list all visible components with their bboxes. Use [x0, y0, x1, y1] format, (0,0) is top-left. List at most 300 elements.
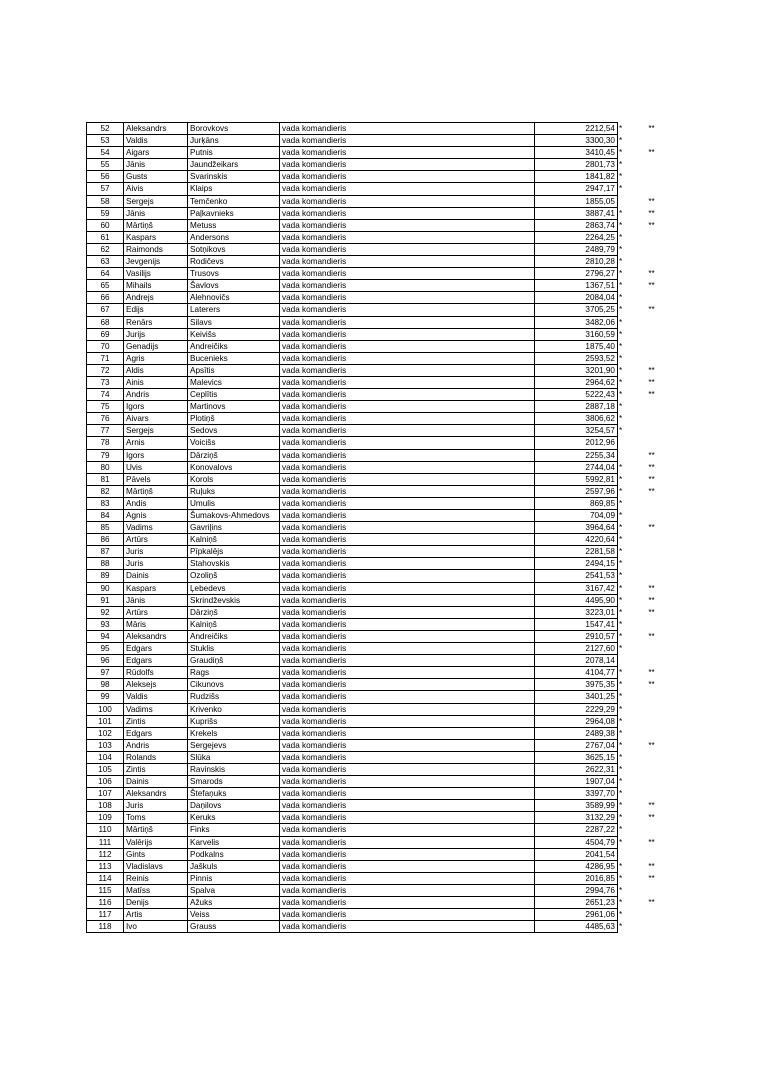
last-name-cell: Malevics	[188, 376, 280, 388]
table-row	[87, 340, 664, 352]
last-name-cell: Ozoliņš	[188, 570, 280, 582]
double-asterisk-mark	[640, 715, 664, 727]
table-row	[87, 497, 664, 509]
row-number-cell: 86	[87, 534, 124, 546]
last-name-cell: Jurķāns	[188, 135, 280, 147]
last-name-cell: Bucenieks	[188, 352, 280, 364]
row-number-cell: 71	[87, 352, 124, 364]
table-row	[87, 389, 664, 401]
single-asterisk-mark	[618, 449, 640, 461]
position-cell: vada komandieris	[280, 376, 535, 388]
last-name-cell: Šumakovs-Ahmedovs	[188, 510, 280, 522]
amount-cell: 2964,62	[535, 376, 618, 388]
table-row	[87, 171, 664, 183]
single-asterisk-mark: *	[619, 619, 623, 629]
first-name-cell: Vladislavs	[124, 860, 188, 872]
last-name-cell: Stuklis	[188, 643, 280, 655]
amount-cell: 3975,35	[535, 679, 618, 691]
single-asterisk-mark: *	[619, 305, 623, 315]
double-asterisk-mark: **	[648, 377, 655, 387]
position-cell: vada komandieris	[280, 437, 535, 449]
first-name-cell: Raimonds	[124, 243, 188, 255]
amount-cell: 3887,41	[535, 207, 618, 219]
last-name-cell: Ruļuks	[188, 485, 280, 497]
position-cell: vada komandieris	[280, 606, 535, 618]
position-cell: vada komandieris	[280, 389, 535, 401]
table-row	[87, 461, 664, 473]
table-row	[87, 606, 664, 618]
single-asterisk-mark: *	[619, 631, 623, 641]
row-number-cell: 116	[87, 897, 124, 909]
first-name-cell: Vasilijs	[124, 268, 188, 280]
first-name-cell: Andrejs	[124, 292, 188, 304]
table-row	[87, 860, 664, 872]
first-name-cell: Igors	[124, 401, 188, 413]
row-number-cell: 103	[87, 739, 124, 751]
first-name-cell: Juris	[124, 546, 188, 558]
amount-cell: 2287,22	[535, 824, 618, 836]
last-name-cell: Karvelis	[188, 836, 280, 848]
double-asterisk-mark: **	[648, 583, 655, 593]
last-name-cell: Graudiņš	[188, 655, 280, 667]
first-name-cell: Aldis	[124, 364, 188, 376]
position-cell: vada komandieris	[280, 171, 535, 183]
row-number-cell: 96	[87, 655, 124, 667]
first-name-cell: Ainis	[124, 376, 188, 388]
position-cell: vada komandieris	[280, 231, 535, 243]
last-name-cell: Trusovs	[188, 268, 280, 280]
position-cell: vada komandieris	[280, 340, 535, 352]
last-name-cell: Laterers	[188, 304, 280, 316]
first-name-cell: Vadims	[124, 522, 188, 534]
position-cell: vada komandieris	[280, 812, 535, 824]
double-asterisk-mark	[640, 763, 664, 775]
row-number-cell: 76	[87, 413, 124, 425]
last-name-cell: Temčenko	[188, 195, 280, 207]
position-cell: vada komandieris	[280, 848, 535, 860]
single-asterisk-mark: *	[619, 523, 623, 533]
double-asterisk-mark	[640, 884, 664, 896]
last-name-cell: Grauss	[188, 921, 280, 933]
single-asterisk-mark: *	[619, 462, 623, 472]
double-asterisk-mark: **	[648, 148, 655, 158]
amount-cell: 1367,51	[535, 280, 618, 292]
first-name-cell: Edgars	[124, 727, 188, 739]
last-name-cell: Plotiņš	[188, 413, 280, 425]
row-number-cell: 80	[87, 461, 124, 473]
single-asterisk-mark: *	[619, 511, 623, 520]
last-name-cell: Konovalovs	[188, 461, 280, 473]
amount-cell: 2489,38	[535, 727, 618, 739]
double-asterisk-mark: **	[648, 801, 655, 811]
last-name-cell: Ļebedevs	[188, 582, 280, 594]
last-name-cell: Veiss	[188, 909, 280, 921]
first-name-cell: Kaspars	[124, 231, 188, 243]
double-asterisk-mark: **	[648, 595, 655, 605]
position-cell: vada komandieris	[280, 268, 535, 280]
position-cell: vada komandieris	[280, 691, 535, 703]
last-name-cell: Martinovs	[188, 401, 280, 413]
position-cell: vada komandieris	[280, 123, 535, 135]
table-row	[87, 231, 664, 243]
double-asterisk-mark	[640, 909, 664, 921]
table-row	[87, 884, 664, 896]
single-asterisk-mark: *	[619, 317, 623, 327]
last-name-cell: Andreičiks	[188, 340, 280, 352]
amount-cell: 4495,90	[535, 594, 618, 606]
amount-cell: 2593,52	[535, 352, 618, 364]
last-name-cell: Korols	[188, 473, 280, 485]
amount-cell: 3300,30	[535, 135, 618, 147]
position-cell: vada komandieris	[280, 243, 535, 255]
double-asterisk-mark: **	[648, 220, 655, 230]
last-name-cell: Ažuks	[188, 897, 280, 909]
amount-cell: 2597,96	[535, 485, 618, 497]
first-name-cell: Artūrs	[124, 534, 188, 546]
row-number-cell: 104	[87, 751, 124, 763]
position-cell: vada komandieris	[280, 921, 535, 933]
double-asterisk-mark	[640, 546, 664, 558]
amount-cell: 3401,25	[535, 691, 618, 703]
single-asterisk-mark: *	[619, 885, 623, 895]
first-name-cell: Aleksejs	[124, 679, 188, 691]
amount-cell: 2810,28	[535, 256, 618, 268]
last-name-cell: Umulis	[188, 497, 280, 509]
position-cell: vada komandieris	[280, 159, 535, 171]
last-name-cell: Slūka	[188, 751, 280, 763]
first-name-cell: Sergejs	[124, 195, 188, 207]
double-asterisk-mark: **	[648, 898, 655, 907]
double-asterisk-mark: **	[648, 450, 655, 460]
amount-cell: 2910,57	[535, 630, 618, 642]
position-cell: vada komandieris	[280, 461, 535, 473]
first-name-cell: Renārs	[124, 316, 188, 328]
last-name-cell: Krekels	[188, 727, 280, 739]
first-name-cell: Sergejs	[124, 425, 188, 437]
roster-table-body	[87, 123, 664, 933]
row-number-cell: 114	[87, 872, 124, 884]
position-cell: vada komandieris	[280, 195, 535, 207]
single-asterisk-mark: *	[619, 244, 623, 254]
single-asterisk-mark: *	[619, 547, 623, 557]
double-asterisk-mark	[640, 618, 664, 630]
first-name-cell: Jurijs	[124, 328, 188, 340]
first-name-cell: Uvis	[124, 461, 188, 473]
last-name-cell: Paļkavnieks	[188, 207, 280, 219]
double-asterisk-mark	[640, 510, 664, 522]
first-name-cell: Mārtiņš	[124, 824, 188, 836]
row-number-cell: 62	[87, 243, 124, 255]
amount-cell: 2229,29	[535, 703, 618, 715]
single-asterisk-mark: *	[619, 257, 623, 267]
single-asterisk-mark: *	[619, 704, 623, 714]
first-name-cell: Valdis	[124, 135, 188, 147]
table-row	[87, 824, 664, 836]
single-asterisk-mark	[618, 437, 640, 449]
first-name-cell: Jānis	[124, 159, 188, 171]
single-asterisk-mark: *	[619, 474, 623, 484]
amount-cell: 2255,34	[535, 449, 618, 461]
row-number-cell: 82	[87, 485, 124, 497]
single-asterisk-mark: *	[619, 353, 623, 363]
position-cell: vada komandieris	[280, 715, 535, 727]
table-row	[87, 364, 664, 376]
last-name-cell: Spalva	[188, 884, 280, 896]
table-row	[87, 848, 664, 860]
amount-cell: 3964,64	[535, 522, 618, 534]
position-cell: vada komandieris	[280, 425, 535, 437]
table-row	[87, 872, 664, 884]
row-number-cell: 57	[87, 183, 124, 195]
double-asterisk-mark	[640, 570, 664, 582]
double-asterisk-mark	[640, 401, 664, 413]
first-name-cell: Igors	[124, 449, 188, 461]
last-name-cell: Putnis	[188, 147, 280, 159]
first-name-cell: Jevgenijs	[124, 256, 188, 268]
row-number-cell: 66	[87, 292, 124, 304]
last-name-cell: Kalniņš	[188, 534, 280, 546]
row-number-cell: 98	[87, 679, 124, 691]
position-cell: vada komandieris	[280, 897, 535, 909]
position-cell: vada komandieris	[280, 534, 535, 546]
amount-cell: 2127,60	[535, 643, 618, 655]
row-number-cell: 78	[87, 437, 124, 449]
table-row	[87, 909, 664, 921]
position-cell: vada komandieris	[280, 800, 535, 812]
amount-cell: 2012,96	[535, 437, 618, 449]
single-asterisk-mark: *	[619, 293, 623, 303]
row-number-cell: 101	[87, 715, 124, 727]
table-row	[87, 268, 664, 280]
double-asterisk-mark	[640, 824, 664, 836]
position-cell: vada komandieris	[280, 788, 535, 800]
double-asterisk-mark: **	[648, 281, 655, 291]
row-number-cell: 117	[87, 909, 124, 921]
first-name-cell: Andris	[124, 739, 188, 751]
table-row	[87, 401, 664, 413]
single-asterisk-mark: *	[619, 789, 623, 799]
first-name-cell: Valdis	[124, 691, 188, 703]
last-name-cell: Alehnovičs	[188, 292, 280, 304]
single-asterisk-mark: *	[619, 184, 623, 194]
first-name-cell: Pāvels	[124, 473, 188, 485]
double-asterisk-mark	[640, 788, 664, 800]
double-asterisk-mark	[640, 243, 664, 255]
position-cell: vada komandieris	[280, 739, 535, 751]
single-asterisk-mark: *	[619, 402, 623, 412]
amount-cell: 2494,15	[535, 558, 618, 570]
double-asterisk-mark	[640, 727, 664, 739]
double-asterisk-mark	[640, 425, 664, 437]
single-asterisk-mark: *	[619, 535, 623, 545]
position-cell: vada komandieris	[280, 630, 535, 642]
position-cell: vada komandieris	[280, 884, 535, 896]
single-asterisk-mark: *	[619, 559, 623, 569]
last-name-cell: Smarods	[188, 776, 280, 788]
single-asterisk-mark: *	[619, 148, 623, 158]
first-name-cell: Denijs	[124, 897, 188, 909]
first-name-cell: Aleksandrs	[124, 630, 188, 642]
last-name-cell: Ceplītis	[188, 389, 280, 401]
last-name-cell: Dārziņš	[188, 606, 280, 618]
single-asterisk-mark: *	[619, 716, 623, 726]
amount-cell: 2281,58	[535, 546, 618, 558]
last-name-cell: Sedovs	[188, 425, 280, 437]
row-number-cell: 84	[87, 510, 124, 522]
position-cell: vada komandieris	[280, 727, 535, 739]
amount-cell: 3482,06	[535, 316, 618, 328]
double-asterisk-mark	[640, 316, 664, 328]
table-row	[87, 219, 664, 231]
amount-cell: 1855,05	[535, 195, 618, 207]
single-asterisk-mark: *	[619, 583, 623, 593]
row-number-cell: 70	[87, 340, 124, 352]
last-name-cell: Sotņikovs	[188, 243, 280, 255]
first-name-cell: Artis	[124, 909, 188, 921]
amount-cell: 2041,54	[535, 848, 618, 860]
last-name-cell: Keivišs	[188, 328, 280, 340]
amount-cell: 2947,17	[535, 183, 618, 195]
row-number-cell: 111	[87, 836, 124, 848]
double-asterisk-mark	[640, 655, 664, 667]
double-asterisk-mark	[640, 643, 664, 655]
amount-cell: 2084,04	[535, 292, 618, 304]
position-cell: vada komandieris	[280, 860, 535, 872]
row-number-cell: 65	[87, 280, 124, 292]
single-asterisk-mark: *	[619, 269, 623, 279]
table-row	[87, 897, 664, 909]
last-name-cell: Krivenko	[188, 703, 280, 715]
last-name-cell: Finks	[188, 824, 280, 836]
position-cell: vada komandieris	[280, 449, 535, 461]
single-asterisk-mark: *	[619, 232, 623, 242]
position-cell: vada komandieris	[280, 643, 535, 655]
table-row	[87, 352, 664, 364]
last-name-cell: Kuprišs	[188, 715, 280, 727]
single-asterisk-mark: *	[619, 595, 623, 605]
double-asterisk-mark	[640, 437, 664, 449]
row-number-cell: 59	[87, 207, 124, 219]
table-row	[87, 534, 664, 546]
table-row	[87, 800, 664, 812]
single-asterisk-mark: *	[619, 910, 623, 920]
first-name-cell: Edgars	[124, 655, 188, 667]
double-asterisk-mark	[640, 921, 664, 933]
amount-cell: 4104,77	[535, 667, 618, 679]
last-name-cell: Kalniņš	[188, 618, 280, 630]
table-row	[87, 292, 664, 304]
double-asterisk-mark: **	[648, 861, 655, 871]
double-asterisk-mark	[640, 231, 664, 243]
position-cell: vada komandieris	[280, 776, 535, 788]
amount-cell: 3625,15	[535, 751, 618, 763]
row-number-cell: 94	[87, 630, 124, 642]
roster-sheet	[86, 122, 664, 933]
position-cell: vada komandieris	[280, 679, 535, 691]
amount-cell: 1875,40	[535, 340, 618, 352]
single-asterisk-mark	[618, 195, 640, 207]
row-number-cell: 79	[87, 449, 124, 461]
position-cell: vada komandieris	[280, 836, 535, 848]
last-name-cell: Sergejevs	[188, 739, 280, 751]
amount-cell: 3410,45	[535, 147, 618, 159]
row-number-cell: 85	[87, 522, 124, 534]
single-asterisk-mark: *	[619, 414, 623, 424]
position-cell: vada komandieris	[280, 316, 535, 328]
first-name-cell: Reinis	[124, 872, 188, 884]
amount-cell: 4220,64	[535, 534, 618, 546]
single-asterisk-mark	[618, 848, 640, 860]
amount-cell: 2863,74	[535, 219, 618, 231]
table-row	[87, 739, 664, 751]
single-asterisk-mark: *	[619, 208, 623, 218]
table-row	[87, 643, 664, 655]
amount-cell: 2961,06	[535, 909, 618, 921]
table-row	[87, 558, 664, 570]
amount-cell: 2767,04	[535, 739, 618, 751]
table-row	[87, 655, 664, 667]
double-asterisk-mark: **	[648, 390, 655, 400]
first-name-cell: Aivis	[124, 183, 188, 195]
row-number-cell: 63	[87, 256, 124, 268]
position-cell: vada komandieris	[280, 522, 535, 534]
table-row	[87, 812, 664, 824]
first-name-cell: Edijs	[124, 304, 188, 316]
double-asterisk-mark: **	[648, 196, 655, 206]
row-number-cell: 81	[87, 473, 124, 485]
double-asterisk-mark	[640, 776, 664, 788]
single-asterisk-mark: *	[619, 377, 623, 387]
single-asterisk-mark: *	[619, 764, 623, 774]
first-name-cell: Mihails	[124, 280, 188, 292]
table-row	[87, 751, 664, 763]
row-number-cell: 93	[87, 618, 124, 630]
double-asterisk-mark: **	[648, 740, 655, 750]
single-asterisk-mark: *	[619, 486, 623, 496]
position-cell: vada komandieris	[280, 256, 535, 268]
last-name-cell: Svarinskis	[188, 171, 280, 183]
amount-cell: 1547,41	[535, 618, 618, 630]
table-row	[87, 715, 664, 727]
position-cell: vada komandieris	[280, 147, 535, 159]
table-row	[87, 485, 664, 497]
row-number-cell: 91	[87, 594, 124, 606]
first-name-cell: Juris	[124, 558, 188, 570]
position-cell: vada komandieris	[280, 401, 535, 413]
first-name-cell: Jānis	[124, 594, 188, 606]
table-row	[87, 328, 664, 340]
double-asterisk-mark	[640, 691, 664, 703]
position-cell: vada komandieris	[280, 510, 535, 522]
row-number-cell: 108	[87, 800, 124, 812]
row-number-cell: 54	[87, 147, 124, 159]
amount-cell: 869,85	[535, 497, 618, 509]
last-name-cell: Podkalns	[188, 848, 280, 860]
amount-cell: 2964,08	[535, 715, 618, 727]
amount-cell: 3254,57	[535, 425, 618, 437]
single-asterisk-mark: *	[619, 390, 623, 400]
single-asterisk-mark: *	[619, 740, 623, 750]
amount-cell: 3132,29	[535, 812, 618, 824]
single-asterisk-mark: *	[619, 341, 623, 351]
single-asterisk-mark: *	[619, 873, 623, 883]
table-row	[87, 570, 664, 582]
amount-cell: 3223,01	[535, 606, 618, 618]
double-asterisk-mark	[640, 558, 664, 570]
double-asterisk-mark	[640, 183, 664, 195]
last-name-cell: Apsītis	[188, 364, 280, 376]
amount-cell: 2887,18	[535, 401, 618, 413]
